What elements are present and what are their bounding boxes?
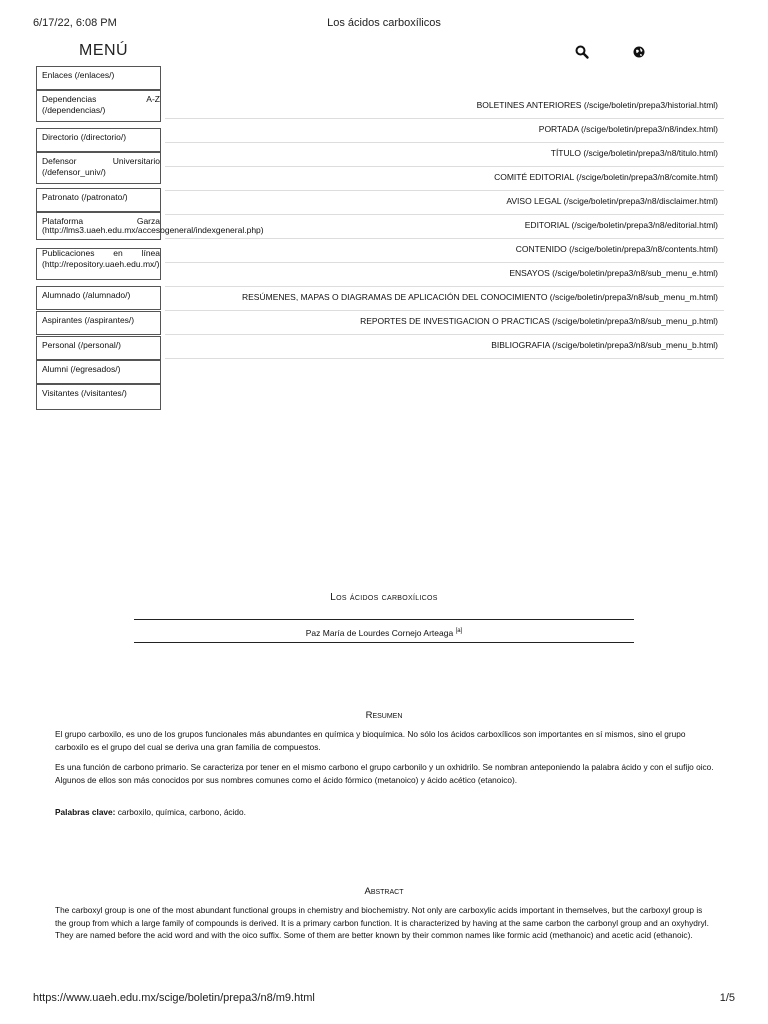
author-note-link[interactable]: [a] [455,628,463,634]
link-label: ENSAYOS (/scige/boletin/prepa3/n8/sub_menu_e.html) [509,268,718,278]
link-boletines-anteriores[interactable] [165,95,724,119]
side-menu-item-alumnado[interactable] [36,286,161,310]
print-page-number: 1/5 [719,992,735,1004]
side-menu-label: Dependencias A-Z [42,94,160,104]
search-icon[interactable] [574,44,590,60]
side-menu-item-enlaces[interactable] [36,66,161,90]
link-label: PORTADA (/scige/boletin/prepa3/n8/index.html) [538,124,718,134]
abstract-heading: Abstract [364,886,404,897]
print-date: 6/17/22, 6:08 PM [33,17,117,29]
side-menu-label: Patronato (/patronato/) [42,192,128,202]
side-menu-item-aspirantes[interactable] [36,311,161,335]
link-titulo[interactable] [165,143,724,167]
side-menu-label: Plataforma Garza [42,216,160,226]
link-reportes[interactable] [165,311,724,335]
article-title: Los ácidos carboxílicos [330,592,438,603]
side-menu-label: Defensor Universitario [42,156,160,166]
resumen-paragraph-1: El grupo carboxilo, es uno de los grupos funcionales más abundantes en química y bioquímica. No sólo los ácidos carboxílicos son importantes en sí mismos, sino el grupo carboxilo es el grupo del cual se deriva una gran familia de compuestos. [55,729,686,752]
link-label: AVISO LEGAL (/scige/boletin/prepa3/n8/disclaimer.html) [506,196,718,206]
side-menu-item-personal[interactable] [36,336,161,360]
link-comite-editorial[interactable] [165,167,724,191]
side-menu-label: Visitantes (/visitantes/) [42,388,127,398]
link-label: EDITORIAL (/scige/boletin/prepa3/n8/editorial.html) [524,220,718,230]
link-resumenes[interactable] [165,287,724,311]
side-menu-label: Publicaciones en línea [42,248,160,258]
link-label: CONTENIDO (/scige/boletin/prepa3/n8/contents.html) [515,244,718,254]
side-menu-label: Enlaces (/enlaces/) [42,70,115,80]
keywords-label: Palabras clave: [55,807,116,817]
link-contenido[interactable] [165,239,724,263]
link-ensayos[interactable] [165,263,724,287]
side-menu-label: (/defensor_univ/) [42,167,106,177]
side-menu-label: (http://lms3.uaeh.edu.mx/accesogeneral/indexgeneral.php) [42,225,264,235]
side-menu-item-defensor[interactable] [36,152,161,184]
link-label: REPORTES DE INVESTIGACION O PRACTICAS (/scige/boletin/prepa3/n8/sub_menu_p.html) [360,316,718,326]
side-menu-item-dependencias[interactable] [36,90,161,122]
side-menu-label: Alumni (/egresados/) [42,364,121,374]
side-menu-item-directorio[interactable] [36,128,161,152]
globe-icon[interactable] [631,44,647,60]
side-menu-item-alumni[interactable] [36,360,161,384]
link-label: RESÚMENES, MAPAS O DIAGRAMAS DE APLICACIÓN DEL CONOCIMIENTO (/scige/boletin/prepa3/n8/sub_menu_m.html) [242,292,718,302]
side-menu-label: Directorio (/directorio/) [42,132,127,142]
side-menu-label: Alumnado (/alumnado/) [42,290,131,300]
side-menu-item-patronato[interactable] [36,188,161,212]
side-menu-item-visitantes[interactable] [36,384,161,410]
print-title: Los ácidos carboxílicos [327,17,441,29]
side-menu-label: (/dependencias/) [42,105,106,115]
keywords-value: carboxilo, química, carbono, ácido. [117,807,246,817]
link-label: BIBLIOGRAFIA (/scige/boletin/prepa3/n8/sub_menu_b.html) [491,340,718,350]
resumen-heading: Resumen [365,710,403,721]
link-label: BOLETINES ANTERIORES (/scige/boletin/prepa3/historial.html) [476,100,718,110]
link-label: TÍTULO (/scige/boletin/prepa3/n8/titulo.html) [550,148,718,158]
abstract-paragraph: The carboxyl group is one of the most abundant functional groups in chemistry and biochemistry. Not only are carboxylic acids important in themselves, but the carboxyl group is the group from which a large family of compounds is derived. It is a primary carbon function. It is characterized by having at the same carbon the carbonyl group and an oxyhydryl. They are named before the acid word and with the oico suffix. Some of them are better known by their common names like formic acid (methanoic) and acetic acid (ethanoic). [55,905,709,940]
keywords-line [55,806,715,819]
link-label: COMITÉ EDITORIAL (/scige/boletin/prepa3/n8/comite.html) [494,172,718,182]
menu-title[interactable]: MENÚ [79,42,129,59]
side-menu-item-publicaciones[interactable] [36,248,161,280]
author-line [134,619,634,643]
author-name: Paz María de Lourdes Cornejo Arteaga [305,627,454,638]
link-portada[interactable] [165,119,724,143]
side-menu-label: Aspirantes (/aspirantes/) [42,315,135,325]
print-url: https://www.uaeh.edu.mx/scige/boletin/prepa3/n8/m9.html [33,992,315,1004]
link-aviso-legal[interactable] [165,191,724,215]
resumen-paragraph-2: Es una función de carbono primario. Se caracteriza por tener en el mismo carbono el grupo carbonilo y un oxhidrilo. Se nombran anteponiendo la palabra ácido y con el sufijo oico. Algunos de ellos son más conocidos por sus nombres comunes como el ácido fórmico (metanoico) y ácido acético (etanoico). [55,762,714,785]
link-bibliografia[interactable] [165,335,724,359]
side-menu-label: Personal (/personal/) [42,340,121,350]
side-menu-label: (http://repository.uaeh.edu.mx/) [42,259,160,269]
side-menu-item-plataforma[interactable] [36,212,264,240]
